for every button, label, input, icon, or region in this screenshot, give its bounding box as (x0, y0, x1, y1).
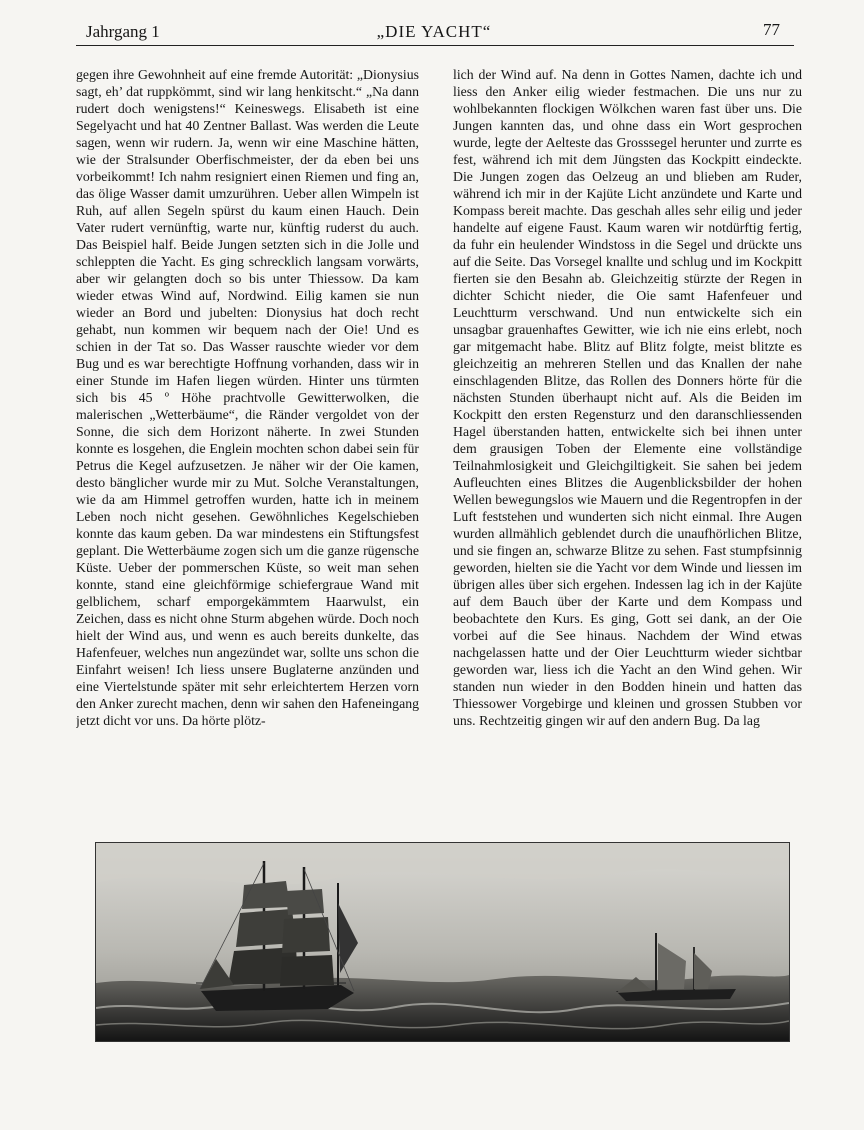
journal-title: „DIE YACHT“ (376, 22, 492, 41)
left-column-text: gegen ihre Gewohnheit auf eine fremde Autorität: „Dionysius sagt, eh’ dat ruppkömmt, sind wir lang henkitscht.“ „Na dann rudert doch wenigstens!“ Keineswegs. Elisabeth ist eine Segelyacht und hat 40 Zentner Ballast. Was werden die Leute sagen, wenn wir rudern. Ja, wenn wir eine Maschine hätten, wie der Stralsunder Oberfischmeister, der da eben bei uns vorbeikommt! Ich nahm resigniert einen Riemen und fing an, das ölige Wasser damit umzurühren. Ueber allen Wimpeln ist Ruh, auf allen Segeln spürst du kaum einen Hauch. Dein Vater rudert vernünftig, warte nur, künftig ruderst du auch. Das Beispiel half. Beide Jungen setzten sich in die Jolle und schleppten die Yacht. Es ging schrecklich langsam vorwärts, aber wir gelangten doch so bis unter Thiessow. Da kam wieder etwas Wind auf, Nordwind. Eilig kamen sie nun wieder an Bord und jubelten: Dionysius hat doch recht gehabt, nun kommen wir bequem nach der Oie! Und es schien in der Tat so. Das Wasser rauschte wieder vor dem Bug und es war berechtigte Hoffnung vorhanden, dass wir in einer Stunde im Hafen liegen würden. Hinter uns türmten sich bis 45 º Höhe prachtvolle Gewitterwolken, die malerischen „Wetterbäume“, die Ränder vergoldet von der Sonne, die sich dem Horizont näherte. In zwei Stunden konnte es losgehen, die Englein mochten schon dabei sein für Petrus die Kegel aufzusetzen. Je näher wir der Oie kamen, desto bänglicher wurde mir zu Mut. Solche Veranstaltungen, wie da am Himmel getroffen wurden, hatte ich in meinem Leben noch nicht gesehen. Gewöhnliches Kegelschieben konnte das kaum geben. Da war mindestens ein Stiftungsfest geplant. Die Wetterbäume zogen sich um die ganze rügensche Küste. Ueber der pommerschen Küste, so weit man sehen konnte, stand eine gleichförmige schiefergraue Wand mit gelblichem, scharf emporgekämmtem Haarwulst, ein Zeichen, dass es nicht ohne Sturm abgehen würde. Doch noch hielt der Wind aus, und wenn es auch bereits dunkelte, das Hafenfeuer, welches nun angezündet war, sollte uns schon die Einfahrt weisen! Ich liess unsere Buglaterne anzünden und eine Viertelstunde später mit sehr erleichtertem Herzen vorn den Anker zurecht machen, denn wir sahen den Hafeneingang jetzt dicht vor uns. Da hörte plötz- (76, 67, 419, 728)
ship-illustration (95, 842, 790, 1042)
page-header (76, 18, 792, 44)
ship-illustration-svg (96, 843, 789, 1041)
right-column (453, 66, 802, 811)
page-number: 77 (763, 20, 780, 39)
right-column-text: lich der Wind auf. Na denn in Gottes Namen, dachte ich und liess den Anker eilig wieder festmachen. Die uns nur zu wohlbekannten flockigen Wölkchen waren fast über uns. Die Jungen kannten das, und ohne dass ein Wort gesprochen wurde, legte der Aelteste das Grosssegel herunter und zurrte es fest, während ich mit dem Jüngsten das Kockpitt eindeckte. Die Jungen zogen das Oelzeug an und blieben am Ruder, während ich mir in der Kajüte Licht anzündete und Karte und Kompass bereit machte. Das geschah alles sehr eilig und jeder handelte auf eigene Faust. Kaum waren wir notdürftig fertig, da fuhr ein heulender Windstoss in die Segel und drückte uns auf die Seite. Das Vorsegel knallte und schlug und im Kockpitt fierten sie den Besahn ab. Gleichzeitig stürzte der Regen in dichter Schicht nieder, die Oie samt Hafenfeuer und Leuchtturm verschwand. Und nun entwickelte sich ein unsagbar grauenhaftes Gewitter, wie ich nie eins erlebt, noch gar mitgemacht habe. Blitz auf Blitz folgte, meist blitzte es gleichzeitig an mehreren Stellen und das Knallen der nahe einschlagenden Blitze, das Rollen des Donners hörte für die nächsten Stunden überhaupt nicht auf. Als die Beiden im Kockpitt den ersten Regensturz und den daranschliessenden Hagel überstanden hatten, entwickelte sich bei ihnen unter dem grausigen Toben der Elemente eine vollständige Teilnahmlosigkeit und Gleichgiltigkeit. Sie sahen bei jedem Aufleuchten eines Blitzes die Augenblicksbilder der hohen Wellen bewegungslos wie Mauern und die Regentropfen in der Luft feststehen und wunderten sich nicht einmal. Ihre Augen wurden allmählich geblendet durch die unaufhörlichen Blitze, und sie fingen an, schwarze Blitze zu sehen. Fast stumpfsinnig geworden, hielten sie die Yacht vor dem Winde und liessen im übrigen alles über sich ergehen. Indessen lag ich in der Kajüte auf dem Bauch über der Karte und dem Kompass und beobachtete den Kurs. Es ging, Gott sei dank, an der Oie vorbei auf die See hinaus. Nachdem der Wind etwas nachgelassen hatte und der Oier Leuchtturm wieder sichtbar geworden war, liess ich die Yacht an den Wind gehen. Wir standen nun wieder in den Bodden hinein und hatten das Thiessower Vorgebirge und kleinen und grossen Stubben vor uns. Rechtzeitig gingen wir auf den andern Bug. Da lag (453, 67, 802, 728)
header-rule (76, 45, 794, 46)
left-column (76, 66, 419, 811)
volume-label: Jahrgang 1 (86, 22, 160, 41)
